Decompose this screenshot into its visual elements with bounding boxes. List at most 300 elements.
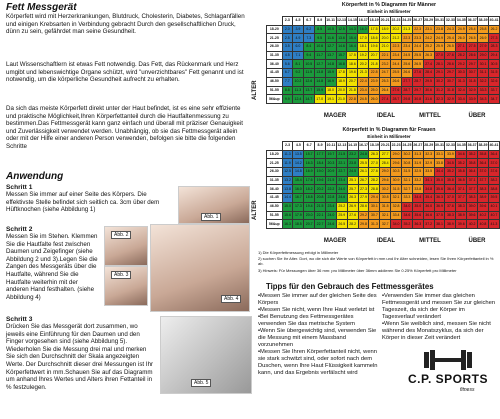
women-value-cell: 36.3 [412, 220, 423, 229]
women-value-cell: 16.7 [293, 194, 304, 203]
women-value-cell: 34.4 [434, 168, 445, 177]
women-value-cell: 33.5 [423, 168, 434, 177]
women-value-cell: 25.7 [347, 185, 358, 194]
women-value-cell: 34.4 [412, 194, 423, 203]
men-value-cell: 7.3 [303, 34, 314, 43]
step-2-text: Messen Sie im Stehen. Klemmen Sie die Hautfalte fest zwischen Daumen und Zeigefinger (siehe Abbildung 2 und 3).Legen Sie die Zangen des Messgeräts über die Hautfalte, während Sie die Hautfalte weiterhin mit der anderen Hand festhalten. (siehe Abbildung 4) [6, 233, 98, 301]
men-mm-header: 22-23 [390, 17, 401, 26]
men-value-cell: 17.0 [314, 95, 325, 104]
women-value-cell: 17.9 [293, 211, 304, 220]
men-value-cell: 2.5 [282, 34, 292, 43]
men-value-cell: 22.3 [412, 25, 423, 34]
women-value-cell: 39.0 [467, 202, 478, 211]
men-mm-header: 4-5 [292, 17, 303, 26]
abb-4-label: Abb. 4 [221, 295, 241, 303]
women-value-cell: 27.0 [369, 159, 380, 168]
men-age-header: 46-50 [267, 77, 283, 86]
men-value-cell: 10.5 [303, 60, 314, 69]
men-value-cell: 24.9 [456, 25, 467, 34]
men-value-cell: 26.6 [390, 77, 401, 86]
women-value-cell: 25.1 [347, 176, 358, 185]
women-value-cell: 32.1 [402, 176, 413, 185]
women-value-cell: 29.8 [358, 220, 369, 229]
men-value-cell: 27.1 [456, 43, 467, 52]
women-mm-header: 38-39 [478, 142, 489, 151]
men-value-cell: 24.4 [412, 43, 423, 52]
women-mm-header: 24-25 [402, 142, 413, 151]
men-value-cell: 27.5 [467, 43, 478, 52]
women-value-cell: 38.3 [478, 185, 489, 194]
men-value-cell: 25.2 [423, 43, 434, 52]
women-value-cell: 35.8 [467, 159, 478, 168]
abb-2-photo [104, 226, 148, 266]
men-value-cell: 31.3 [456, 77, 467, 86]
men-alter-label: ALTER [252, 80, 258, 100]
women-value-cell: 34.8 [423, 185, 434, 194]
men-value-cell: 23.2 [380, 60, 391, 69]
men-chart-title: Körperfett in % Diagramm für Männer [341, 2, 437, 8]
women-value-cell: 17.3 [293, 202, 304, 211]
men-value-cell: 18.0 [325, 86, 336, 95]
women-mm-header: 20-21 [380, 142, 391, 151]
men-value-cell: 24.4 [390, 60, 401, 69]
men-value-cell: 31.5 [489, 69, 500, 78]
men-value-cell: 28.7 [390, 95, 401, 104]
men-value-cell: 28.1 [434, 60, 445, 69]
men-value-cell: 13.7 [303, 86, 314, 95]
men-mm-header: 32-33 [445, 17, 456, 26]
women-value-cell: 34.6 [456, 150, 467, 159]
men-mm-header: 38-39 [478, 17, 489, 26]
men-value-cell: 21.2 [390, 34, 401, 43]
women-value-cell: 23.8 [347, 159, 358, 168]
women-value-cell: 20.8 [315, 194, 326, 203]
women-value-cell: 37.0 [488, 159, 499, 168]
men-value-cell: 25.8 [478, 25, 489, 34]
men-value-cell: 29.4 [489, 51, 500, 60]
men-value-cell: 29.1 [434, 69, 445, 78]
men-value-cell: 27.4 [423, 60, 434, 69]
women-value-cell: 41.3 [488, 220, 499, 229]
abb-3-photo [104, 266, 148, 306]
women-value-cell: 36.0 [423, 202, 434, 211]
men-value-cell: 7.7 [282, 77, 292, 86]
women-value-cell: 29.2 [358, 211, 369, 220]
men-value-cell: 8.5 [314, 25, 325, 34]
men-value-cell: 19.6 [347, 69, 358, 78]
men-value-cell: 22.3 [401, 34, 412, 43]
women-value-cell: 11.3 [282, 150, 293, 159]
men-value-cell: 29.8 [401, 95, 412, 104]
men-value-cell: 22.3 [390, 43, 401, 52]
women-mm-header: 26-27 [412, 142, 423, 151]
women-value-cell: 22.1 [315, 211, 326, 220]
men-age-header: 21-25 [267, 34, 283, 43]
abb-3-label: Abb. 3 [111, 271, 131, 279]
women-chart-title: Körperfett in % Diagramm für Frauen [342, 127, 436, 133]
men-value-cell: 25.6 [401, 60, 412, 69]
women-value-cell: 12.5 [282, 168, 293, 177]
men-value-cell: 19.1 [325, 95, 336, 104]
women-value-cell: 14.2 [293, 159, 304, 168]
men-value-cell: 12.6 [303, 77, 314, 86]
women-value-cell: 25.5 [358, 159, 369, 168]
women-value-cell: 14.4 [282, 194, 293, 203]
women-value-cell: 26.1 [358, 168, 369, 177]
women-chart-unit: Einheit in Millimeter [367, 134, 411, 139]
men-value-cell: 18.6 [369, 34, 380, 43]
men-value-cell: 29.0 [478, 51, 489, 60]
men-value-cell: 23.4 [401, 43, 412, 52]
men-value-cell: 18.9 [336, 77, 347, 86]
men-value-cell: 26.0 [456, 34, 467, 43]
tips-left-list [258, 293, 378, 377]
men-value-cell: 25.9 [434, 43, 445, 52]
men-value-cell: 20.2 [358, 60, 369, 69]
tip-item: • Bei Benutzung des Fettmessgerätes verwenden Sie das metrische System [258, 314, 378, 328]
men-mm-header: 20-21 [380, 17, 391, 26]
men-value-cell: 26.5 [467, 34, 478, 43]
women-value-cell: 30.9 [391, 176, 402, 185]
men-zone-ueber: ÜBER [462, 113, 492, 119]
women-value-cell: 25.2 [336, 202, 347, 211]
women-value-cell: 32.8 [391, 202, 402, 211]
abb-1-label: Abb. 1 [201, 213, 221, 221]
men-value-cell: 20.7 [369, 51, 380, 60]
men-value-cell: 3.9 [292, 25, 303, 34]
women-age-header: 31-35 [267, 176, 283, 185]
men-value-cell: 12.7 [314, 60, 325, 69]
abb-2-label: Abb. 2 [111, 231, 131, 239]
women-value-cell: 13.5 [293, 150, 304, 159]
men-value-cell: 30.3 [456, 69, 467, 78]
men-value-cell: 19.2 [358, 51, 369, 60]
women-value-cell: 37.5 [434, 211, 445, 220]
women-zone-mittel: MITTEL [415, 238, 445, 244]
women-value-cell: 27.7 [380, 150, 391, 159]
men-value-cell: 29.7 [412, 86, 423, 95]
women-value-cell: 32.3 [423, 150, 434, 159]
women-value-cell: 22.7 [315, 220, 326, 229]
men-corner-cell [267, 17, 283, 26]
men-mm-header: 8-9 [314, 17, 325, 26]
men-value-cell: 11.7 [314, 51, 325, 60]
men-value-cell: 18.9 [380, 25, 391, 34]
women-value-cell: 13.2 [282, 176, 293, 185]
men-value-cell: 31.1 [478, 69, 489, 78]
women-value-cell: 31.3 [369, 220, 380, 229]
women-value-cell: 24.6 [326, 220, 337, 229]
women-mm-header: 40-41 [488, 142, 499, 151]
men-value-cell: 26.5 [412, 60, 423, 69]
women-value-cell: 20.2 [315, 185, 326, 194]
women-value-cell: 35.8 [478, 150, 489, 159]
women-value-cell: 24.5 [347, 168, 358, 177]
men-value-cell: 30.5 [489, 60, 500, 69]
women-value-cell: 11.9 [282, 159, 293, 168]
women-value-cell: 20.0 [304, 211, 315, 220]
women-value-cell: 23.4 [326, 202, 337, 211]
women-value-cell: 19.7 [326, 150, 337, 159]
women-value-cell: 13.8 [282, 185, 293, 194]
women-value-cell: 19.4 [304, 202, 315, 211]
men-value-cell: 28.6 [467, 51, 478, 60]
women-value-cell: 18.4 [315, 159, 326, 168]
men-value-cell: 23.4 [358, 86, 369, 95]
women-mm-header: 18-19 [369, 142, 380, 151]
men-value-cell: 28.7 [412, 77, 423, 86]
men-value-cell: 27.6 [412, 69, 423, 78]
men-value-cell: 11.3 [292, 86, 303, 95]
men-mm-header: 10-11 [325, 17, 336, 26]
men-value-cell: 23.3 [412, 34, 423, 43]
women-value-cell: 35.2 [445, 168, 456, 177]
women-value-cell: 30.2 [402, 150, 413, 159]
men-value-cell: 18.1 [358, 43, 369, 52]
women-value-cell: 40.2 [467, 220, 478, 229]
men-value-cell: 7.1 [292, 51, 303, 60]
step-1-title: Schritt 1 [6, 184, 33, 191]
women-value-cell: 28.4 [380, 159, 391, 168]
men-value-cell: 31.8 [467, 77, 478, 86]
women-value-cell: 21.5 [326, 176, 337, 185]
women-value-cell: 15.7 [304, 150, 315, 159]
men-value-cell: 26.6 [401, 69, 412, 78]
men-value-cell: 15.7 [336, 51, 347, 60]
men-chart-table [266, 16, 500, 104]
men-value-cell: 26.9 [478, 34, 489, 43]
men-value-cell: 22.8 [347, 95, 358, 104]
women-alter-label: ALTER [252, 200, 258, 220]
women-value-cell: 34.0 [391, 220, 402, 229]
men-value-cell: 27.0 [434, 51, 445, 60]
women-value-cell: 16.3 [304, 159, 315, 168]
women-value-cell: 37.2 [423, 220, 434, 229]
men-value-cell: 29.2 [456, 60, 467, 69]
women-value-cell: 37.0 [478, 168, 489, 177]
women-value-cell: 33.3 [402, 194, 413, 203]
women-value-cell: 26.9 [347, 202, 358, 211]
women-value-cell: 32.7 [380, 220, 391, 229]
women-value-cell: 28.2 [347, 220, 358, 229]
men-value-cell: 33.9 [467, 95, 478, 104]
women-value-cell: 23.4 [336, 176, 347, 185]
women-zone-ideal: IDEAL [371, 238, 401, 244]
men-value-cell: 18.6 [347, 60, 358, 69]
women-value-cell: 37.0 [445, 194, 456, 203]
women-value-cell: 27.6 [347, 211, 358, 220]
men-value-cell: 32.4 [456, 86, 467, 95]
women-value-cell: 35.2 [402, 220, 413, 229]
tip-item: • Wenn Sie weiblich sind, messen Sie nicht während des Monatszyklus, da sich der Körper in dieser Zeit verändert [382, 321, 498, 342]
women-mm-header: 12-13 [336, 142, 347, 151]
tip-item: • Messen Sie Ihren Körperfettanteil nicht, wenn sie stark schwitzt sind, oder sofort nach dem Duschen, wenn Ihre Haut Flüssigkeit kammeln kann, und das Ergebnis verfälscht wird [258, 349, 378, 377]
men-value-cell: 9.2 [292, 69, 303, 78]
women-value-cell: 24.6 [336, 194, 347, 203]
women-value-cell: 30.7 [369, 211, 380, 220]
women-value-cell: 26.3 [347, 194, 358, 203]
women-value-cell: 35.8 [456, 168, 467, 177]
women-mm-header: 6-7 [304, 142, 315, 151]
women-value-cell: 32.1 [391, 194, 402, 203]
women-value-cell: 15.4 [293, 176, 304, 185]
men-mm-header: 12-13 [336, 17, 347, 26]
men-value-cell: 24.7 [380, 69, 391, 78]
men-value-cell: 6.2 [303, 25, 314, 34]
men-value-cell: 29.7 [467, 60, 478, 69]
women-value-cell: 37.7 [456, 194, 467, 203]
men-mm-header: 6-7 [303, 17, 314, 26]
women-value-cell: 39.6 [478, 202, 489, 211]
women-value-cell: 24.0 [326, 211, 337, 220]
men-value-cell: 2.0 [282, 25, 292, 34]
women-value-cell: 29.4 [369, 194, 380, 203]
men-value-cell: 32.9 [445, 95, 456, 104]
women-value-cell: 34.0 [402, 202, 413, 211]
tips-right-list [382, 293, 498, 342]
men-value-cell: 25.5 [412, 51, 423, 60]
men-value-cell: 22.1 [380, 51, 391, 60]
men-value-cell: 12.7 [325, 43, 336, 52]
men-value-cell: 26.4 [380, 86, 391, 95]
men-value-cell: 24.5 [358, 95, 369, 104]
women-zone-mager: MAGER [320, 238, 350, 244]
women-value-cell: 16.0 [293, 185, 304, 194]
women-value-cell: 39.5 [488, 194, 499, 203]
men-value-cell: 27.6 [445, 51, 456, 60]
men-value-cell: 33.7 [489, 86, 500, 95]
men-value-cell: 25.5 [390, 69, 401, 78]
dumbbell-icon [420, 350, 476, 370]
women-value-cell: 38.3 [456, 202, 467, 211]
abb-5-photo [160, 316, 252, 394]
women-value-cell: 20.7 [304, 220, 315, 229]
women-value-cell: 38.8 [488, 185, 499, 194]
women-corner-cell [267, 142, 283, 151]
men-value-cell: 25.4 [467, 25, 478, 34]
men-mm-header: 40-41 [489, 17, 500, 26]
men-value-cell: 15.9 [325, 69, 336, 78]
women-value-cell: 36.3 [434, 194, 445, 203]
women-value-cell: 35.4 [423, 194, 434, 203]
men-value-cell: 15.4 [347, 34, 358, 43]
women-mm-header: 28-29 [423, 142, 434, 151]
men-value-cell: 24.2 [423, 34, 434, 43]
women-value-cell: 33.2 [412, 176, 423, 185]
men-value-cell: 28.2 [456, 51, 467, 60]
note-2: 2) suchen Sie Ihr Alter. Dort, wo die sich die Werte von Körperfett in mm und Ihr Alter schneiden, lesen Sie Ihren Körperfettanteil in % ab. [258, 256, 494, 267]
women-value-cell: 19.6 [315, 176, 326, 185]
men-value-cell: 24.5 [401, 51, 412, 60]
men-value-cell: 10.6 [314, 43, 325, 52]
women-zone-ueber: ÜBER [462, 238, 492, 244]
women-value-cell: 34.6 [402, 211, 413, 220]
men-age-header: 51-55 [267, 86, 283, 95]
step-3-title: Schritt 3 [6, 316, 33, 323]
women-value-cell: 28.2 [369, 176, 380, 185]
women-value-cell: 29.6 [391, 159, 402, 168]
women-value-cell: 36.5 [456, 176, 467, 185]
women-value-cell: 28.8 [369, 185, 380, 194]
men-value-cell: 12.5 [336, 25, 347, 34]
women-value-cell: 32.7 [402, 185, 413, 194]
men-value-cell: 21.0 [380, 43, 391, 52]
men-mm-header: 36-37 [467, 17, 478, 26]
men-value-cell: 23.4 [390, 51, 401, 60]
men-value-cell: 20.2 [390, 25, 401, 34]
men-value-cell: 21.0 [336, 95, 347, 104]
men-value-cell: 20.0 [336, 86, 347, 95]
women-value-cell: 39.6 [456, 220, 467, 229]
men-value-cell: 9.4 [303, 51, 314, 60]
men-value-cell: 26.5 [445, 43, 456, 52]
men-mm-header: 30-31 [434, 17, 445, 26]
women-value-cell: 36.6 [423, 211, 434, 220]
men-value-cell: 21.8 [369, 60, 380, 69]
men-value-cell: 14.3 [347, 25, 358, 34]
women-value-cell: 24.0 [336, 185, 347, 194]
women-mm-header: 14-15 [347, 142, 358, 151]
paragraph-2: Laut Wissenschaftlern ist etwas Fett notwendig. Das Fett, das Rückenmark und Herz umgibt und lebenswichtige Organe schützt, wird "unverzichtbares" Fett genannt und ist notwendig, um die körperliche Gesundheit aufrecht zu erhalten. [6, 61, 244, 84]
men-value-cell: 30.2 [434, 77, 445, 86]
men-value-cell: 26.0 [369, 95, 380, 104]
women-value-cell: 32.5 [412, 168, 423, 177]
women-value-cell: 31.3 [412, 150, 423, 159]
men-value-cell: 29.7 [445, 69, 456, 78]
women-value-cell: 21.5 [336, 150, 347, 159]
men-value-cell: 28.7 [401, 86, 412, 95]
women-value-cell: 31.5 [402, 168, 413, 177]
men-value-cell: 32.3 [434, 95, 445, 104]
women-value-cell: 24.8 [358, 150, 369, 159]
women-value-cell: 22.2 [326, 185, 337, 194]
women-mm-header: 2-3 [282, 142, 293, 151]
women-value-cell: 37.6 [445, 202, 456, 211]
women-mm-header: 16-17 [358, 142, 369, 151]
men-value-cell: 31.2 [434, 86, 445, 95]
anwendung-heading: Anwendung [6, 171, 64, 182]
women-value-cell: 33.9 [445, 150, 456, 159]
men-age-header: 41-45 [267, 69, 283, 78]
women-value-cell: 14.8 [293, 168, 304, 177]
women-value-cell: 39.6 [467, 211, 478, 220]
paragraph-3: Da sich das meiste Körperfett direkt unter der Haut befindet, ist es eine sehr effiziente und praktische Möglichkeit,Ihren Körperfettanteil durch die Hautfaltenmessung zu bestimmen.Das Fettmessgerät kann ganz einfach und überall mit präziser Genauigkeit und Zuverlässigkeit verwendet werden. Unabhängig, ob sie das Fettmessgerät allein oder mit der Hilfe einer anderen Person verwenden, befolgen sie bitte die folgenden Schritte [6, 105, 243, 150]
abb-5-label: Abb. 5 [191, 379, 211, 387]
women-value-cell: 30.1 [369, 202, 380, 211]
men-value-cell: 26.2 [489, 25, 500, 34]
women-age-header: 36-40 [267, 185, 283, 194]
women-value-cell: 20.3 [326, 159, 337, 168]
women-mm-header: 10-11 [326, 142, 337, 151]
women-mm-header: 8-9 [315, 142, 326, 151]
women-value-cell: 32.9 [423, 159, 434, 168]
men-value-cell: 24.9 [434, 34, 445, 43]
men-value-cell: 9.9 [282, 95, 292, 104]
men-value-cell: 32.6 [489, 77, 500, 86]
men-value-cell: 8.4 [303, 43, 314, 52]
women-value-cell: 34.1 [423, 176, 434, 185]
men-value-cell: 23.8 [434, 25, 445, 34]
men-mm-header: 18-19 [369, 17, 380, 26]
women-value-cell: 28.6 [358, 202, 369, 211]
men-value-cell: 16.0 [358, 25, 369, 34]
men-value-cell: 9.5 [314, 34, 325, 43]
men-value-cell: 14.8 [325, 60, 336, 69]
men-chart-unit: Einheit in Millimeter [367, 9, 411, 14]
men-value-cell: 13.7 [325, 51, 336, 60]
women-value-cell: 40.1 [488, 202, 499, 211]
women-age-header: 46-50 [267, 202, 283, 211]
